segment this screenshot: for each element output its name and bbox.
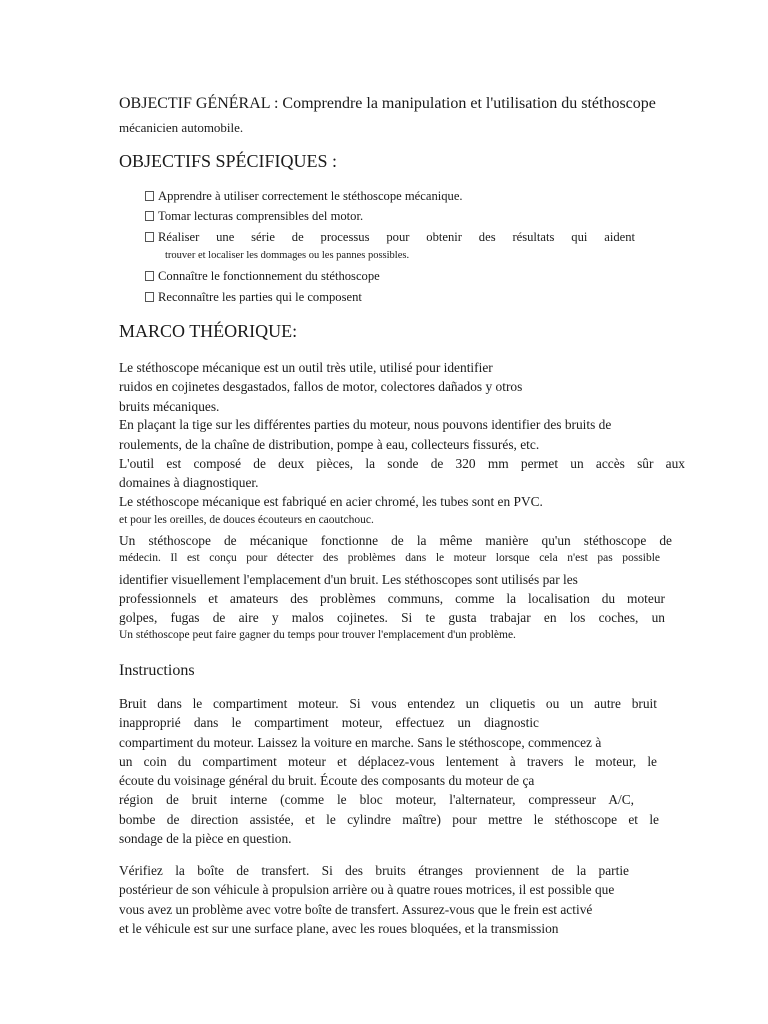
instructions-line: sondage de la pièce en question. [119, 831, 292, 846]
objective-item [145, 231, 635, 244]
theory-line: Un stéthoscope de mécanique fonctionne de la même manière qu'un stéthoscope de [119, 533, 672, 548]
objective-item [145, 210, 363, 223]
instructions-line: un coin du compartiment moteur et déplacez-vous lentement à travers le moteur, le [119, 754, 657, 769]
theory-heading: MARCO THÉORIQUE: [119, 321, 298, 341]
objective-text: Connaître le fonctionnement du stéthoscope [158, 269, 380, 283]
instructions-line: et le véhicule est sur une surface plane, avec les roues bloquées, et la transmission [119, 921, 559, 936]
instructions-line: inapproprié dans le compartiment moteur, effectuez un diagnostic [119, 715, 539, 730]
instructions-line: postérieur de son véhicule à propulsion arrière ou à quatre roues motrices, il est possible que [119, 882, 615, 897]
instructions-line: écoute du voisinage général du bruit. Écoute des composants du moteur de ça [119, 773, 535, 788]
theory-line: Un stéthoscope peut faire gagner du temps pour trouver l'emplacement d'un problème. [119, 629, 516, 641]
checkbox-icon [145, 211, 154, 221]
theory-line: roulements, de la chaîne de distribution, pompe à eau, collecteurs fissurés, etc. [119, 437, 540, 452]
checkbox-icon [145, 292, 154, 302]
theory-line: domaines à diagnostiquer. [119, 475, 259, 490]
specific-objectives-heading: OBJECTIFS SPÉCIFIQUES : [119, 151, 338, 171]
objective-item [145, 291, 362, 304]
checkbox-icon [145, 232, 154, 242]
checkbox-icon [145, 191, 154, 201]
objective-item [145, 190, 463, 203]
theory-line: identifier visuellement l'emplacement d'un bruit. Les stéthoscopes sont utilisés par les [119, 572, 578, 587]
instructions-line: Vérifiez la boîte de transfert. Si des bruits étranges proviennent de la partie [119, 863, 629, 878]
theory-line: ruidos en cojinetes desgastados, fallos de motor, colectores dañados y otros [119, 379, 523, 394]
instructions-line: Bruit dans le compartiment moteur. Si vous entendez un cliquetis ou un autre bruit [119, 696, 657, 711]
theory-line: médecin. Il est conçu pour détecter des problèmes dans le moteur lorsque cela n'est pas possible [119, 552, 660, 564]
instructions-line: vous avez un problème avec votre boîte de transfert. Assurez-vous que le frein est activé [119, 902, 593, 917]
instructions-line: compartiment du moteur. Laissez la voiture en marche. Sans le stéthoscope, commencez à [119, 735, 602, 750]
objective-text: Apprendre à utiliser correctement le stéthoscope mécanique. [158, 189, 463, 203]
theory-line: Le stéthoscope mécanique est fabriqué en acier chromé, les tubes sont en PVC. [119, 494, 543, 509]
theory-line: et pour les oreilles, de douces écouteurs en caoutchouc. [119, 514, 374, 526]
instructions-line: région de bruit interne (comme le bloc moteur, l'alternateur, compresseur A/C, [119, 792, 634, 807]
general-objective-heading: OBJECTIF GÉNÉRAL : Comprendre la manipulation et l'utilisation du stéthoscope [119, 95, 656, 112]
objective-continuation: trouver et localiser les dommages ou les pannes possibles. [165, 250, 410, 261]
objective-text: Réaliser une série de processus pour obtenir des résultats qui aident [158, 230, 635, 244]
instructions-heading: Instructions [119, 662, 195, 679]
objective-text: Tomar lecturas comprensibles del motor. [158, 209, 364, 223]
theory-line: golpes, fugas de aire y malos cojinetes. Si te gusta trabajar en los coches, un [119, 610, 665, 625]
objective-item [145, 270, 380, 283]
theory-line: En plaçant la tige sur les différentes parties du moteur, nous pouvons identifier des bruits de [119, 417, 612, 432]
theory-line: bruits mécaniques. [119, 399, 220, 414]
instructions-line: bombe de direction assistée, et le cylindre maître) pour mettre le stéthoscope et le [119, 812, 659, 827]
theory-line: L'outil est composé de deux pièces, la sonde de 320 mm permet un accès sûr aux [119, 456, 685, 471]
objective-text: Reconnaître les parties qui le composent [158, 290, 362, 304]
general-objective-continuation: mécanicien automobile. [119, 120, 244, 135]
checkbox-icon [145, 271, 154, 281]
theory-line: Le stéthoscope mécanique est un outil très utile, utilisé pour identifier [119, 360, 493, 375]
theory-line: professionnels et amateurs des problèmes communs, comme la localisation du moteur [119, 591, 665, 606]
